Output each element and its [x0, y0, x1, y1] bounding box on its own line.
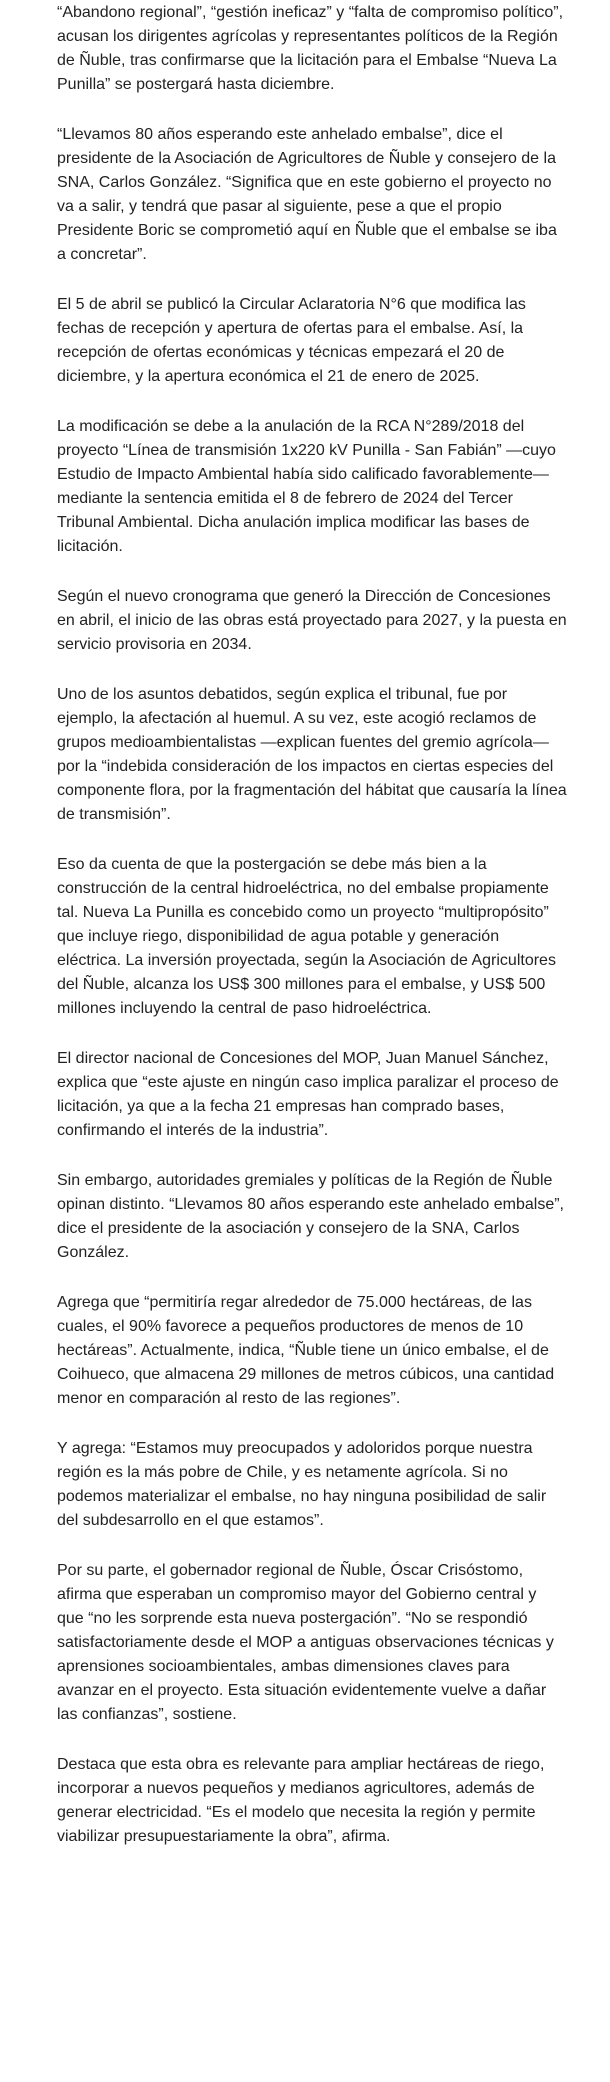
paragraph-schedule: Según el nuevo cronograma que generó la Dirección de Concesiones en abril, el inicio de las obras está proyectado para 2027, y la puesta en servicio provisoria en 2034.: [57, 588, 567, 653]
paragraph-gonzalez-quote: “Llevamos 80 años esperando este anhelado embalse”, dice el presidente de la Asociación de Agricultores de Ñuble y consejero de la SNA, Carlos González. “Significa que en este gobierno el proyecto no va a salir, y tendrá que pasar al siguiente, pese a que el propio Presidente Boric se comprometió aquí en Ñuble que el embalse se iba a concretar”.: [57, 126, 557, 263]
paragraph-rca-annulment: La modificación se debe a la anulación de la RCA N°289/2018 del proyecto “Línea de transmisión 1x220 kV Punilla - San Fabián” —cuyo Estudio de Impacto Ambiental había sido calificado favorablemente— mediante la sentencia emitida el 8 de febrero de 2024 del Tercer Tribunal Ambiental. Dicha anulación implica modificar las bases de licitación.: [57, 418, 556, 555]
paragraph-closing: Destaca que esta obra es relevante para ampliar hectáreas de riego, incorporar a nuevos pequeños y medianos agricultores, además de generar electricidad. “Es el modelo que necesita la región y permite viabilizar presupuestariamente la obra”, afirma.: [57, 1756, 545, 1845]
article-body: [0, 1, 610, 1849]
paragraph-circular: El 5 de abril se publicó la Circular Aclaratoria N°6 que modifica las fechas de recepción y apertura de ofertas para el embalse. Así, la recepción de ofertas económicas y técnicas empezará el 20 de diciembre, y la apertura económica el 21 de enero de 2025.: [57, 296, 526, 385]
paragraph-hectares: Agrega que “permitiría regar alrededor de 75.000 hectáreas, de las cuales, el 90% favorece a pequeños productores de menos de 10 hectáreas”. Actualmente, indica, “Ñuble tiene un único embalse, el de Coihueco, que almacena 29 millones de metros cúbicos, una cantidad menor en comparación al resto de las regiones”.: [57, 1294, 555, 1407]
paragraph-governor: Por su parte, el gobernador regional de Ñuble, Óscar Crisóstomo, afirma que esperaban un compromiso mayor del Gobierno central y que “no les sorprende esta nueva postergación”. “No se respondió satisfactoriamente desde el MOP a antiguas observaciones técnicas y aprensiones socioambientales, ambas dimensiones claves para avanzar en el proyecto. Esta situación evidentemente vuelve a dañar las confianzas”, sostiene.: [57, 1562, 554, 1723]
paragraph-hydroelectric: Eso da cuenta de que la postergación se debe más bien a la construcción de la central hidroeléctrica, no del embalse propiamente tal. Nueva La Punilla es concebido como un proyecto “multipropósito” que incluye riego, disponibilidad de agua potable y generación eléctrica. La inversión proyectada, según la Asociación de Agricultores del Ñuble, alcanza los US$ 300 millones para el embalse, y US$ 500 millones incluyendo la central de paso hidroeléctrica.: [57, 856, 556, 1017]
paragraph-authorities: Sin embargo, autoridades gremiales y políticas de la Región de Ñuble opinan distinto. “Llevamos 80 años esperando este anhelado embalse”, dice el presidente de la asociación y consejero de la SNA, Carlos González.: [57, 1172, 564, 1261]
paragraph-tribunal: Uno de los asuntos debatidos, según explica el tribunal, fue por ejemplo, la afectación al huemul. A su vez, este acogió reclamos de grupos medioambientalistas —explican fuentes del gremio agrícola— por la “indebida consideración de los impactos en ciertas especies del componente flora, por la fragmentación del hábitat que causaría la línea de transmisión”.: [57, 686, 567, 823]
paragraph-intro: “Abandono regional”, “gestión ineficaz” y “falta de compromiso político”, acusan los dirigentes agrícolas y representantes políticos de la Región de Ñuble, tras confirmarse que la licitación para el Embalse “Nueva La Punilla” se postergará hasta diciembre.: [57, 4, 564, 93]
paragraph-mop-director: El director nacional de Concesiones del MOP, Juan Manuel Sánchez, explica que “este ajuste en ningún caso implica paralizar el proceso de licitación, ya que a la fecha 21 empresas han comprado bases, confirmando el interés de la industria”.: [57, 1050, 559, 1139]
paragraph-concern: Y agrega: “Estamos muy preocupados y adoloridos porque nuestra región es la más pobre de Chile, y es netamente agrícola. Si no podemos materializar el embalse, no hay ninguna posibilidad de salir del subdesarrollo en el que estamos”.: [57, 1440, 547, 1529]
